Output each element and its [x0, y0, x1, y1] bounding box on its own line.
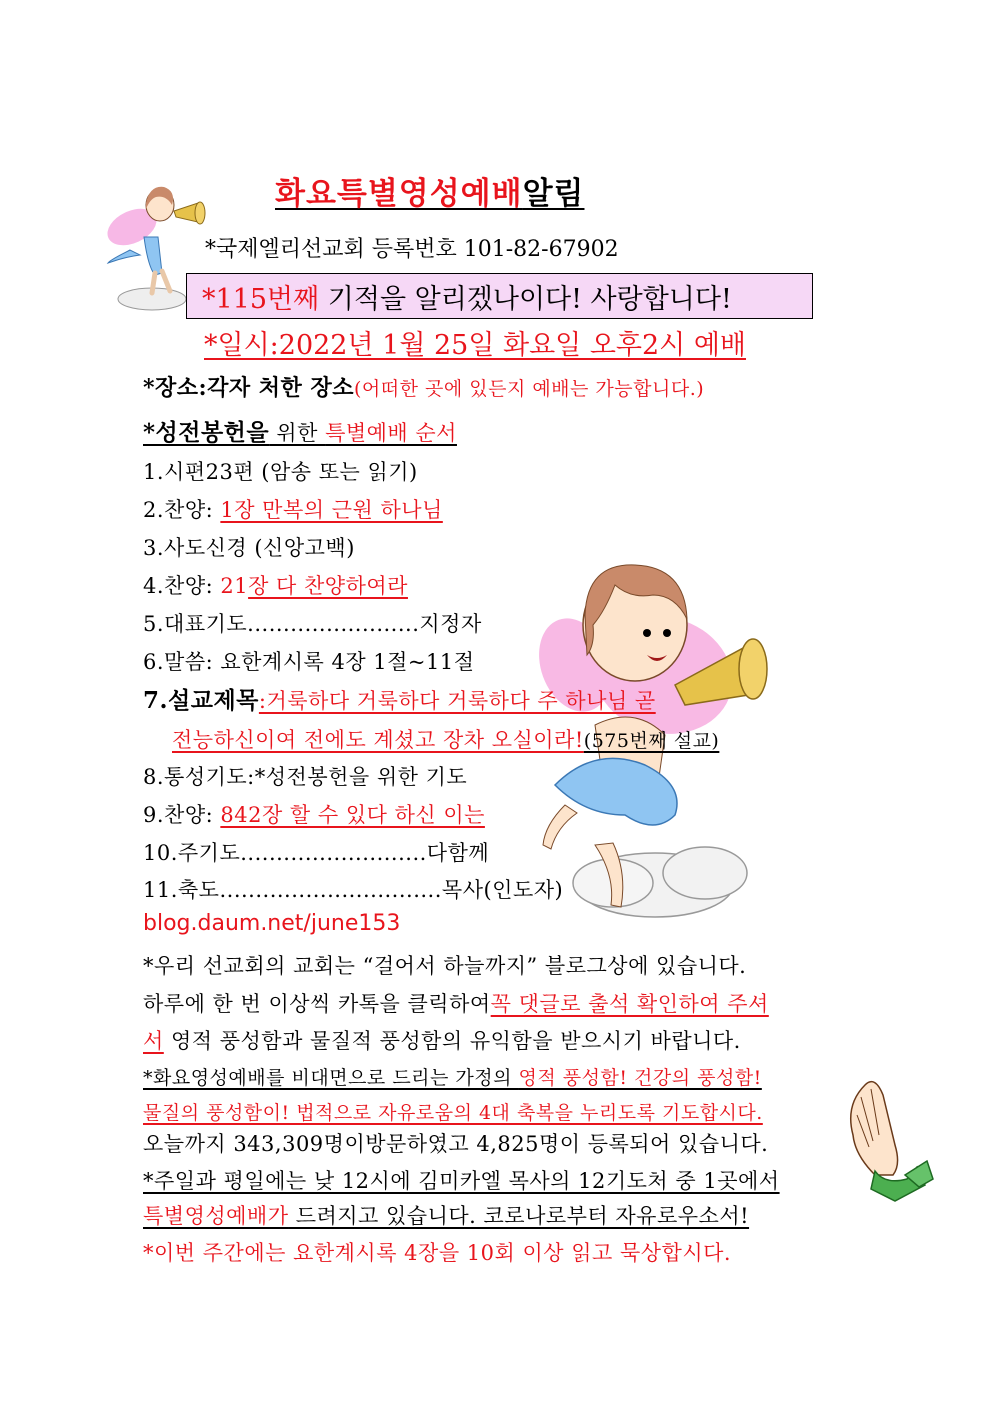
- miracle-text: 기적을 알리겠나이다! 사랑합니다!: [319, 284, 732, 315]
- notice-weekly-reading: *이번 주간에는 요한계시록 4장을 10회 이상 읽고 묵상합시다.: [143, 1241, 732, 1265]
- order-item-2-hymn: 1장 만복의 근원 하나님: [220, 498, 443, 522]
- place-note: (어떠한 곳에 있든지 예배는 가능합니다.): [353, 378, 705, 400]
- order-item-10: 10.주기도..........................다함께: [143, 841, 490, 865]
- notice-prayer-b: 영적 풍성함! 건강의 풍성함!: [518, 1067, 762, 1089]
- notice-blessing-b: 영적 풍성함과 물질적 풍성함의 유익함을 받으시기 바랍니다.: [163, 1029, 741, 1053]
- order-item-6: 6.말씀: 요한계시록 4장 1절~11절: [143, 650, 475, 674]
- order-item-9-hymn: 842장 할 수 있다 하신 이는: [220, 803, 485, 827]
- blog-link[interactable]: blog.daum.net/june153: [143, 911, 401, 936]
- order-item-7-continued: [172, 724, 719, 754]
- notice-blessing-a: 서: [143, 1029, 164, 1053]
- registration-line: *국제엘리선교회 등록번호 101-82-67902: [205, 237, 619, 262]
- order-item-4-number: 21: [220, 574, 249, 598]
- notice-attendance: [143, 988, 769, 1018]
- notice-blessing: [143, 1025, 741, 1055]
- notice-schedule-continued: [143, 1200, 749, 1230]
- notice-prayer-continued: 물질의 풍성함이! 법적으로 자유로움의 4대 축복을 누리도록 기도합시다.: [143, 1102, 763, 1124]
- title-red-part: 화요특별영성예배: [275, 176, 523, 212]
- place-line: [143, 371, 704, 402]
- service-date: *일시:2022년 1월 25일 화요일 오후2시 예배: [204, 330, 747, 361]
- title-black-part: 알림: [522, 176, 585, 212]
- order-item-8: 8.통성기도:*성전봉헌을 위한 기도: [143, 765, 468, 789]
- sermon-title-label: 7.설교제목: [143, 687, 259, 714]
- order-heading-c: 특별예배 순서: [325, 421, 457, 445]
- notice-prayer-a: *화요영성예배를 비대면으로 드리는 가정의: [143, 1067, 519, 1089]
- order-item-11: 11.축도...............................목사(인도자): [143, 878, 564, 902]
- order-item-9: [143, 799, 485, 829]
- sermon-title-continued: 전능하신이여 전에도 계셨고 장차 오실이라!: [172, 728, 584, 752]
- notice-attendance-a: 하루에 한 번 이상씩 카톡을 클릭하여: [143, 992, 491, 1016]
- notice-attendance-b: 꼭 댓글로 출석 확인하여 주셔: [490, 992, 769, 1016]
- order-heading: [143, 414, 457, 447]
- notice-schedule-a: 특별영성예배가: [143, 1204, 289, 1228]
- sermon-title: :거룩하다 거룩하다 거룩하다 주 하나님 곧: [258, 689, 656, 713]
- order-heading-b: 위한: [269, 421, 326, 445]
- order-heading-a: *성전봉헌을: [143, 419, 270, 446]
- order-item-9-label: 9.찬양:: [143, 803, 221, 827]
- place-label: *장소:각자 처한 장소: [143, 375, 354, 401]
- miracle-count: *115번째: [202, 284, 320, 315]
- order-item-1: 1.시편23편 (암송 또는 읽기): [143, 460, 418, 484]
- sermon-count: (575번째 설교): [583, 730, 720, 752]
- order-item-2-label: 2.찬양:: [143, 498, 221, 522]
- miracle-line: [202, 277, 732, 316]
- order-item-7: [143, 682, 656, 715]
- notice-blog: *우리 선교회의 교회는 “걸어서 하늘까지” 블로그상에 있습니다.: [143, 954, 747, 978]
- notice-schedule-b: 드려지고 있습니다. 코로나로부터 자유로우소서!: [288, 1204, 750, 1228]
- visitor-stats: 오늘까지 343,309명이방문하였고 4,825명이 등록되어 있습니다.: [143, 1132, 769, 1156]
- order-item-4: [143, 570, 408, 600]
- order-item-3: 3.사도신경 (신앙고백): [143, 536, 355, 560]
- order-item-4-hymn: 장 다 찬양하여라: [248, 574, 408, 598]
- notice-prayer: [143, 1063, 762, 1090]
- order-item-4-label: 4.찬양:: [143, 574, 221, 598]
- praying-hands-illustration: [835, 1075, 935, 1205]
- order-item-2: [143, 494, 443, 524]
- page-title: [275, 168, 584, 213]
- notice-schedule: *주일과 평일에는 낮 12시에 김미카엘 목사의 12기도처 중 1곳에서: [143, 1169, 780, 1193]
- order-item-5: 5.대표기도........................지정자: [143, 612, 482, 636]
